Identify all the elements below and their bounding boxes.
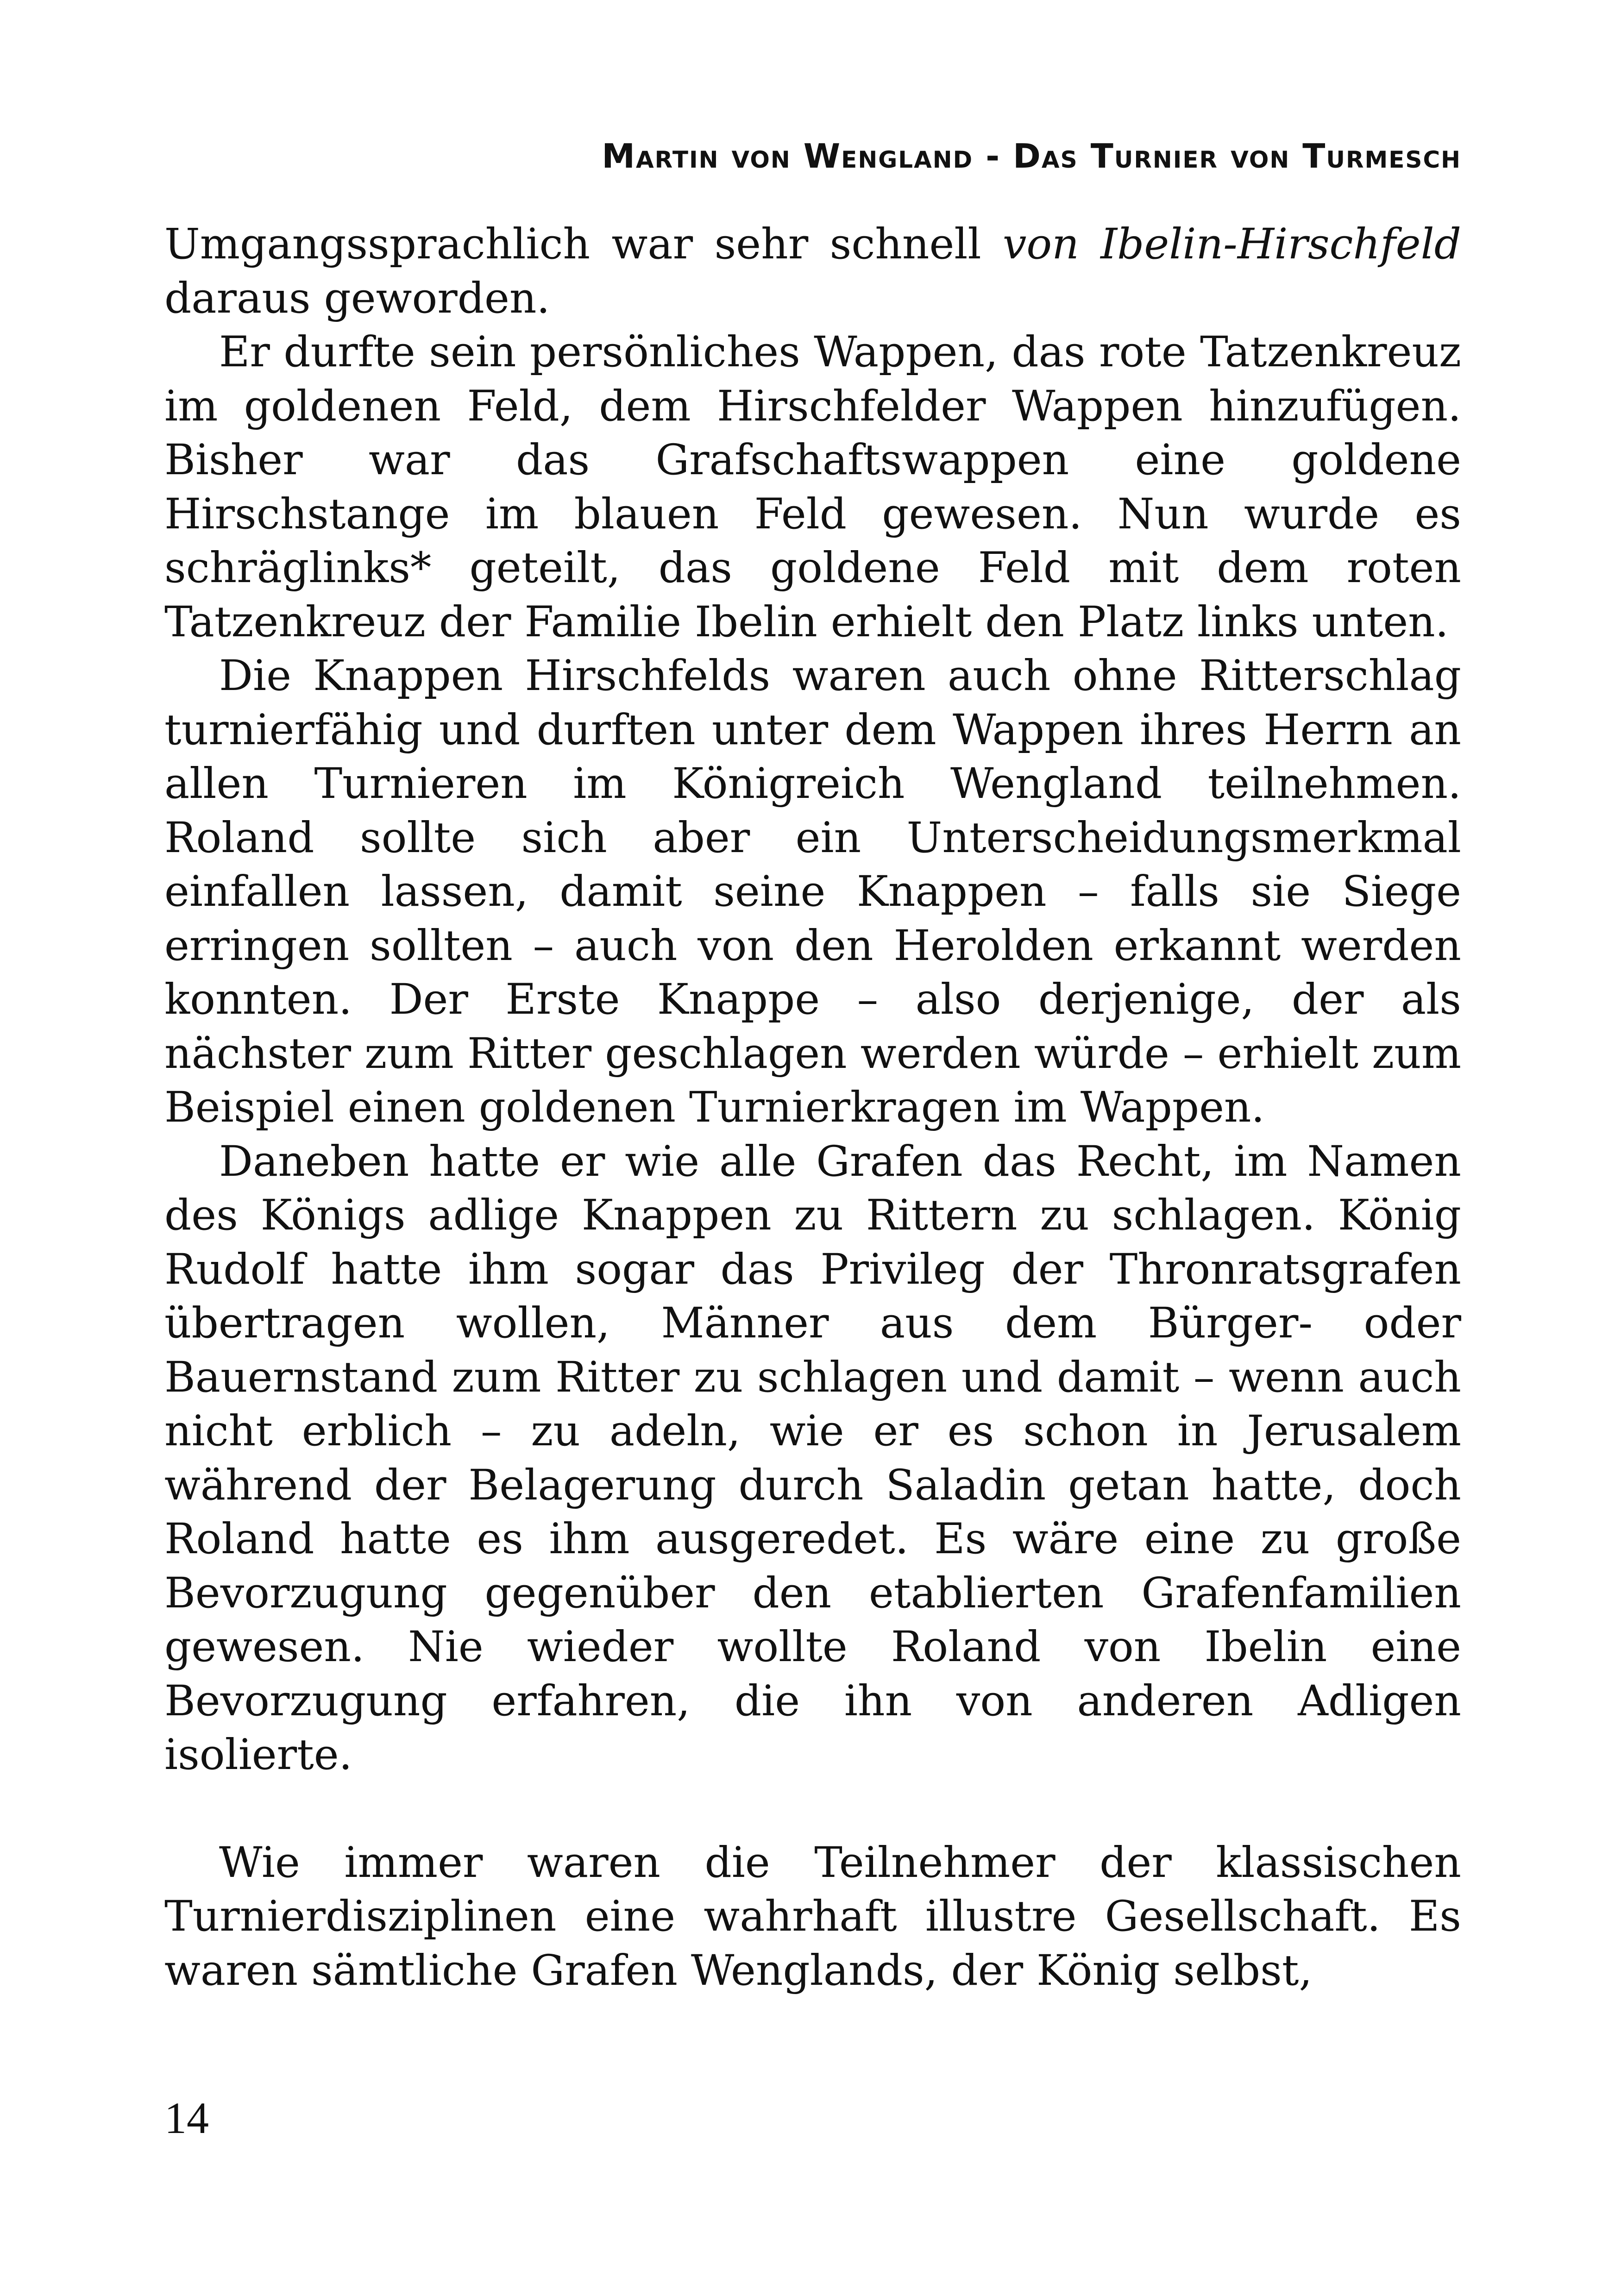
paragraph-1-tail: daraus geworden.: [164, 274, 550, 323]
body-text: [164, 218, 1461, 1998]
page-number: 14: [164, 2093, 209, 2143]
paragraph-3: Die Knappen Hirschfelds waren auch ohne Ritterschlag turnierfähig und durften unter dem Wappen ihres Herrn an allen Turnieren im Königreich Wengland teilnehmen. Roland sollte sich aber ein Unterscheidungsmerkmal einfallen lassen, damit seine Knappen – falls sie Siege erringen sollten – auch von den Herolden erkannt werden konnten. Der Erste Knappe – also derjenige, der als nächster zum Ritter geschlagen werden würde – erhielt zum Beispiel einen goldenen Turnierkragen im Wappen.: [164, 652, 1461, 1132]
book-page: [164, 0, 1461, 2296]
paragraph-4: Daneben hatte er wie alle Grafen das Recht, im Namen des Königs adlige Knappen zu Rittern zu schlagen. König Rudolf hatte ihm sogar das Privileg der Thronratsgrafen übertragen wollen, Männer aus dem Bürger- oder Bauernstand zum Ritter zu schlagen und damit – wenn auch nicht erblich – zu adeln, wie er es schon in Jerusalem während der Belagerung durch Saladin getan hatte, doch Roland hatte es ihm ausgeredet. Es wäre eine zu große Bevorzugung gegenüber den etablierten Grafenfamilien gewesen. Nie wieder wollte Roland von Ibelin eine Bevorzugung erfahren, die ihn von anderen Adligen isolierte.: [164, 1137, 1461, 1779]
paragraph-5: Wie immer waren die Teilnehmer der klassischen Turnierdisziplinen eine wahrhaft illustre Gesellschaft. Es waren sämtliche Grafen Wenglands, der König selbst,: [164, 1838, 1461, 1995]
paragraph-2: Er durfte sein persönliches Wappen, das rote Tatzenkreuz im goldenen Feld, dem Hirschfelder Wappen hinzufügen. Bisher war das Grafschaftswappen eine goldene Hirschstange im blauen Feld gewesen. Nun wurde es schräglinks* geteilt, das goldene Feld mit dem roten Tatzenkreuz der Familie Ibelin erhielt den Platz links unten.: [164, 328, 1461, 646]
paragraph-1: [164, 218, 1461, 326]
paragraph-1-lead: Umgangssprachlich war sehr schnell: [164, 220, 1003, 269]
running-head: Martin von Wengland - Das Turnier von Turmesch: [602, 137, 1461, 176]
place-name-emphasis: von Ibelin-Hirschfeld: [1003, 220, 1461, 269]
